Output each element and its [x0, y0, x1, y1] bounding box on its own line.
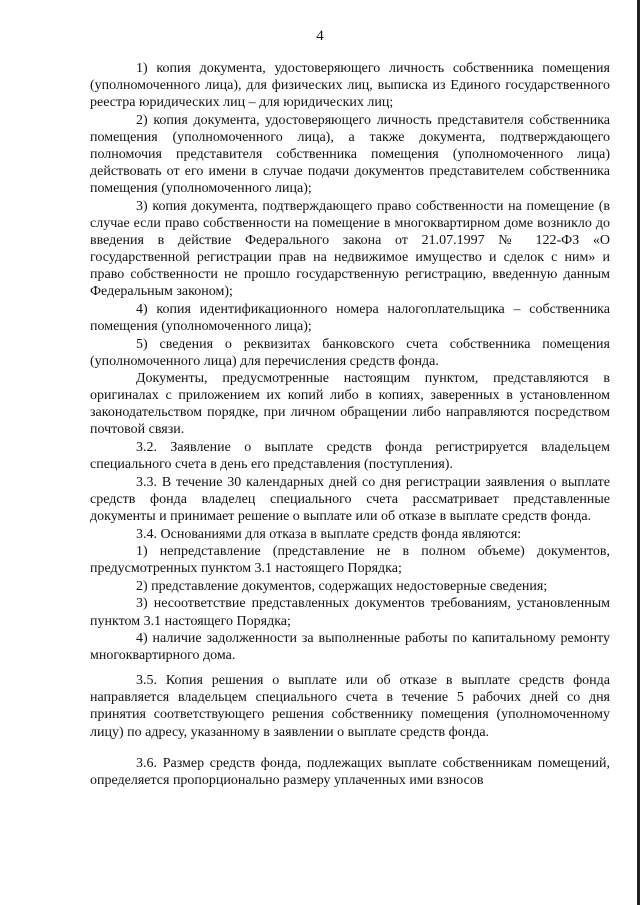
paragraph-item-2: 2) копия документа, удостоверяющего личность представителя собственника помещения (уполномоченного лица), а также документа, подтверждающего полномочия представителя собственника помещения (уполномоченного лица) действовать от его имени в случае подачи документов представителем собственника помещения (уполномоченного лица); [90, 112, 610, 197]
paragraph-3-6: 3.6. Размер средств фонда, подлежащих выплате собственникам помещений, определяется пропорционально размеру уплаченных ими взносов [90, 755, 610, 788]
paragraph-refusal-3: 3) несоответствие представленных документов требованиям, установленным пунктом 3.1 настоящего Порядка; [90, 596, 610, 629]
paragraph-documents-note: Документы, предусмотренные настоящим пунктом, представляются в оригиналах с приложением их копий либо в копиях, заверенных в установленном законодательством порядке, при личном обращении либо направляются посредством почтовой связи. [90, 371, 610, 438]
paragraph-item-5: 5) сведения о реквизитах банковского счета собственника помещения (уполномоченного лица) для перечисления средств фонда. [90, 336, 610, 369]
paragraph-refusal-1: 1) непредставление (представление не в полном объеме) документов, предусмотренных пунктом 3.1 настоящего Порядка; [90, 544, 610, 577]
paragraph-item-4: 4) копия идентификационного номера налогоплательщика – собственника помещения (уполномоченного лица); [90, 301, 610, 334]
paragraph-item-3: 3) копия документа, подтверждающего право собственности на помещение (в случае если право собственности на помещение в многоквартирном доме возникло до введения в действие Федерального закона от 21.07.1997 № 122-ФЗ «О государственной регистрации прав на недвижимое имущество и сделок с ним» и право собственности не прошло государственную регистрацию, введенную данным Федеральным законом); [90, 198, 610, 300]
page-number: 4 [316, 28, 324, 44]
paragraph-item-1: 1) копия документа, удостоверяющего личность собственника помещения (уполномоченного лица), для физических лиц, выписка из Единого государственного реестра юридических лиц – для юридических лиц; [90, 61, 610, 111]
paragraph-refusal-4: 4) наличие задолженности за выполненные работы по капитальному ремонту многоквартирного дома. [90, 631, 610, 664]
paragraph-3-3: 3.3. В течение 30 календарных дней со дня регистрации заявления о выплате средств фонда владелец специального счета рассматривает представленные документы и принимает решение о выплате или об отказе в выплате средств фонда. [90, 474, 610, 524]
paragraph-3-5: 3.5. Копия решения о выплате или об отказе в выплате средств фонда направляется владельцем специального счета в течение 5 рабочих дней со дня принятия соответствующего решения собственнику помещения (уполномоченному лицу) по адресу, указанному в заявлении о выплате средств фонда. [90, 673, 610, 740]
paragraph-3-2: 3.2. Заявление о выплате средств фонда регистрируется владельцем специального счета в день его представления (поступления). [90, 440, 610, 473]
paragraph-refusal-2: 2) представление документов, содержащих недостоверные сведения; [136, 578, 548, 594]
paragraph-3-4: 3.4. Основаниями для отказа в выплате средств фонда являются: [136, 526, 522, 542]
document-body [90, 60, 610, 789]
